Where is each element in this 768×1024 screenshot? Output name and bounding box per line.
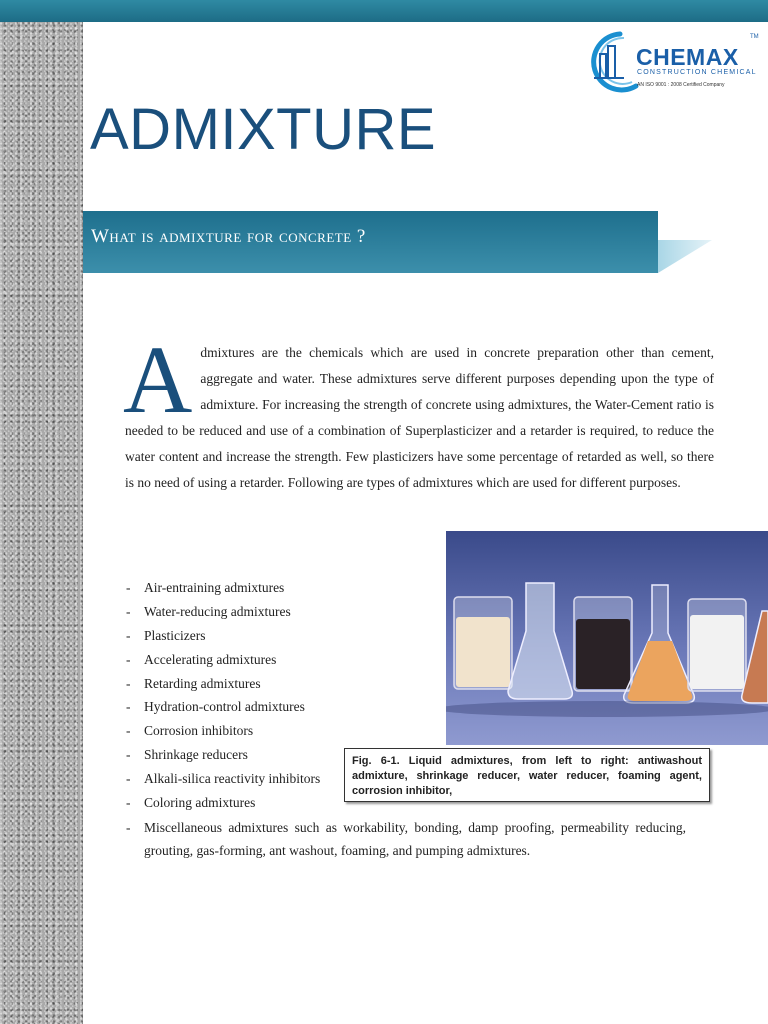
banner-tail-decoration (658, 240, 712, 273)
list-item: - Plasticizers (126, 624, 320, 648)
list-item: - Coloring admixtures (126, 791, 320, 815)
page-title: ADMIXTURE (90, 97, 437, 162)
top-header-bar (0, 0, 768, 22)
admixture-types-list (126, 576, 320, 815)
logo-certification: AN ISO 9001 : 2008 Certified Company (637, 82, 725, 88)
list-item: - Water-reducing admixtures (126, 600, 320, 624)
logo-trademark: TM (750, 34, 759, 40)
section-heading: What is admixture for concrete ? (91, 226, 366, 247)
intro-text: dmixtures are the chemicals which are used in concrete preparation other than cement, aggregate and water. These admixtures serve different purposes depending upon the type of admixture. For increasing the strength of concrete using admixtures, the Water-Cement ratio is needed to be reduced and use of a combination of Superplasticizer and a retarder is required, to reduce the water content and increase the strength. Few plasticizers have some percentage of retarded as well, so there is no need of using a retarder. Following are types of admixtures which are used for different purposes. (125, 345, 714, 490)
list-item-miscellaneous: - Miscellaneous admixtures such as workability, bonding, damp proofing, permeability reducing, grouting, gas-forming, ant washout, foaming, and pumping admixtures. (126, 816, 686, 862)
liquid-admixtures-photo (446, 531, 768, 745)
list-item: - Shrinkage reducers (126, 743, 320, 767)
chemax-logo-mark-icon (580, 28, 642, 96)
logo-tagline: CONSTRUCTION CHEMICAL (637, 69, 757, 76)
chemax-logo (580, 28, 762, 96)
list-item: - Retarding admixtures (126, 672, 320, 696)
list-item: - Hydration-control admixtures (126, 695, 320, 719)
section-banner (83, 211, 658, 273)
granite-side-strip (0, 22, 83, 1024)
drop-cap-letter: A (123, 326, 193, 433)
list-item: - Accelerating admixtures (126, 648, 320, 672)
intro-paragraph (123, 326, 714, 496)
list-item: - Corrosion inhibitors (126, 719, 320, 743)
logo-brand-name: CHEMAX (636, 44, 739, 70)
list-item: - Alkali-silica reactivity inhibitors (126, 767, 320, 791)
figure-caption: Fig. 6-1. Liquid admixtures, from left to right: antiwashout admixture, shrinkage reducer, water reducer, foaming agent, corrosion inhibitor, (344, 748, 710, 802)
list-item: - Air-entraining admixtures (126, 576, 320, 600)
